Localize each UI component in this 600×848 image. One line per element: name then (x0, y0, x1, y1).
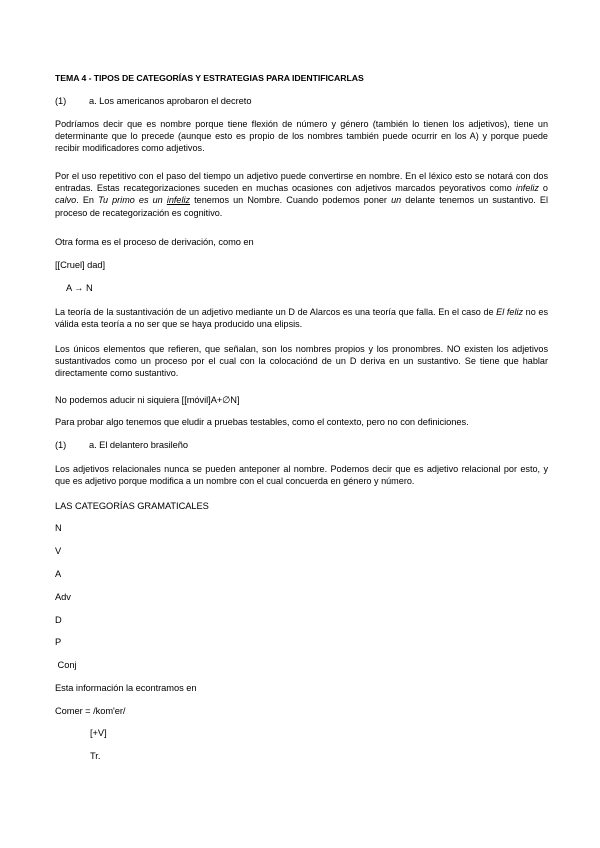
category-p: P (55, 637, 62, 647)
section-heading: LAS CATEGORÍAS GRAMATICALES (55, 501, 209, 511)
category-conj: Conj (55, 660, 77, 670)
feature-v: [+V] (90, 728, 107, 738)
example-text: a. Los americanos aprobaron el decreto (89, 96, 252, 106)
example-number: (1) (55, 440, 67, 450)
paragraph-1-text: Podríamos decir que es nombre porque tiene flexión de número y género (también lo tienen los adjetivos), tiene un determinante que lo precede (aunque esto es propio de los nombres también puede ocurrir en los A) y porque puede recibir modificadores como adjetivos. (55, 119, 548, 154)
paragraph-5 (55, 343, 548, 380)
comer-entry: Comer = /kom'er/ (55, 706, 126, 716)
document-title: TEMA 4 - TIPOS DE CATEGORÍAS Y ESTRATEGIAS PARA IDENTIFICARLAS (55, 73, 364, 83)
paragraph-2-text: Por el uso repetitivo con el paso del tiempo un adjetivo puede convertirse en nombre. En el léxico esto se notará con dos entradas. Estas recategorizaciones suceden en muchas ocasiones con adjetivos marcados peyorativos como infeliz o calvo. En Tu primo es un infeliz tenemos un Nombre. Cuando podemos poner un delante tenemos un sustantivo. El proceso de recategorización es cognitivo. (55, 171, 548, 218)
bracket-formula: [[Cruel] dad] (55, 260, 105, 270)
paragraph-1 (55, 118, 548, 155)
category-n: N (55, 523, 62, 533)
example-2 (55, 439, 188, 451)
paragraph-8-text: Los adjetivos relacionales nunca se pueden anteponer al nombre. Podemos decir que es adjetivo relacional por esto, y que es adjetivo porque modifica a un nombre con el cual concuerda en género y número. (55, 464, 548, 487)
category-adv: Adv (55, 592, 71, 602)
category-d: D (55, 615, 62, 625)
paragraph-9: Esta información la econtramos en (55, 683, 197, 693)
paragraph-6: No podemos aducir ni siquiera [[móvil]A+∅N] (55, 395, 240, 405)
paragraph-2 (55, 170, 548, 219)
example-1 (55, 95, 251, 107)
feature-tr: Tr. (90, 751, 101, 761)
paragraph-5-text: Los únicos elementos que refieren, que señalan, son los nombres propios y los pronombres. NO existen los adjetivos sustantivados como un proceso por el cual con la colocaciónd de un D deriva en un sustantivo. Se tiene que hablar directamente como sustantivo. (55, 344, 548, 379)
paragraph-4-text: La teoría de la sustantivación de un adjetivo mediante un D de Alarcos es una teoría que falla. En el caso de El feliz no es válida esta teoría a no ser que se haya producido una elipsis. (55, 307, 548, 330)
paragraph-8 (55, 463, 548, 487)
example-number: (1) (55, 96, 67, 106)
category-a: A (55, 569, 62, 579)
paragraph-3: Otra forma es el proceso de derivación, como en (55, 237, 254, 247)
example-text: a. El delantero brasileño (89, 440, 189, 450)
paragraph-4 (55, 306, 548, 330)
category-v: V (55, 546, 62, 556)
paragraph-7: Para probar algo tenemos que eludir a pruebas testables, como el contexto, pero no con definiciones. (55, 417, 469, 427)
derivation-arrow: A → N (66, 283, 93, 293)
